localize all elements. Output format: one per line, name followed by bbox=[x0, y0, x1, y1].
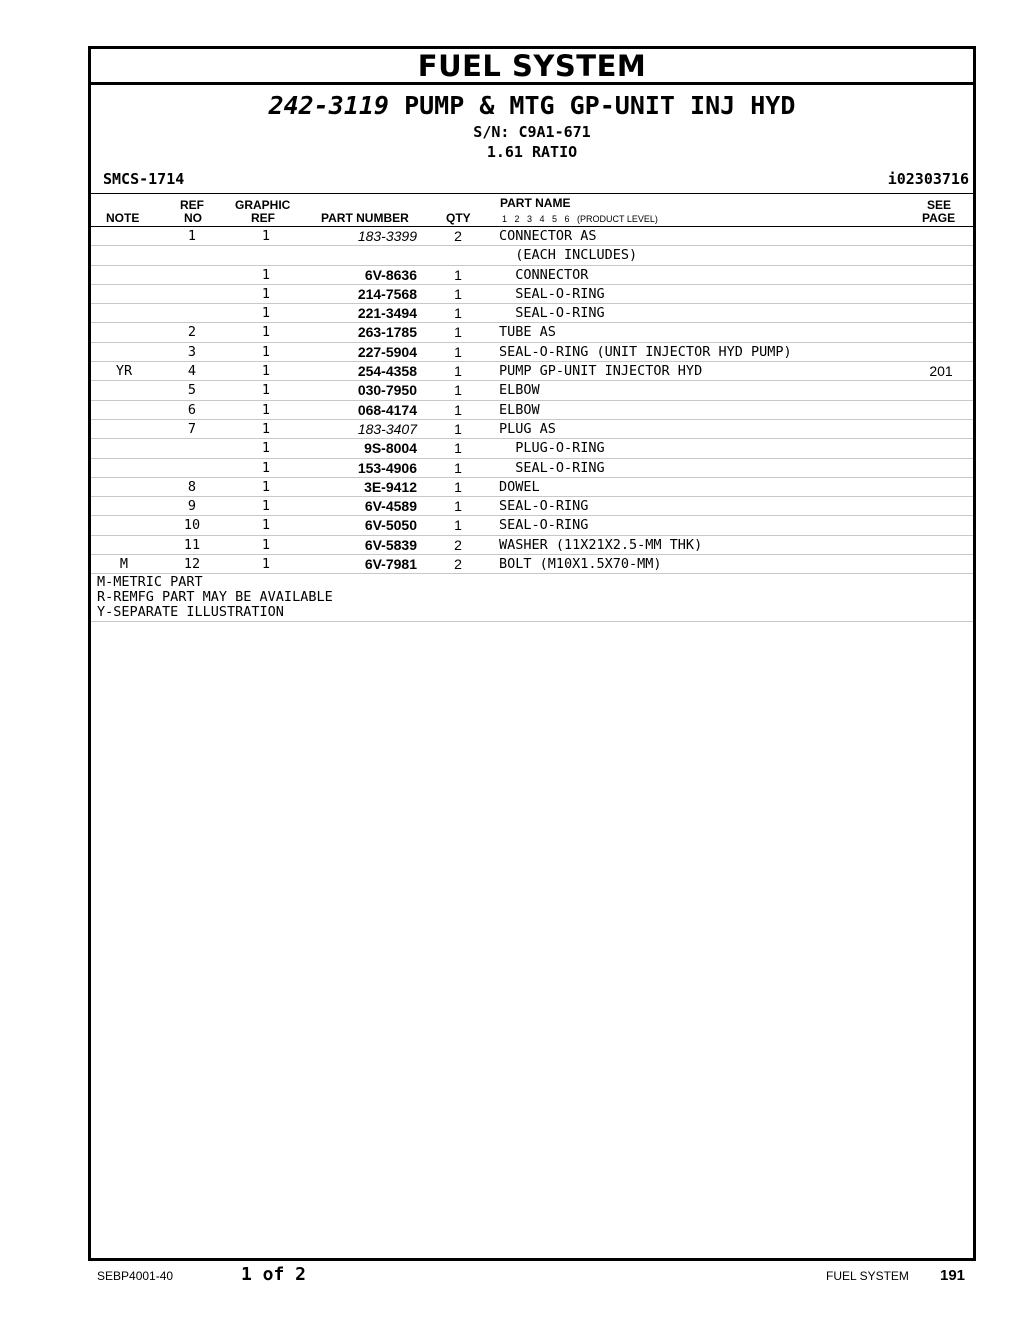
row-qty: 1 bbox=[454, 420, 462, 437]
table-row bbox=[91, 304, 973, 323]
col-see-line2: PAGE bbox=[922, 211, 956, 225]
row-ref-no: 2 bbox=[187, 324, 197, 341]
col-qty: QTY bbox=[446, 211, 471, 225]
row-note: M bbox=[119, 556, 129, 573]
row-part-name: WASHER (11X21X2.5-MM THK) bbox=[499, 536, 703, 553]
col-graphic-line2: REF bbox=[251, 211, 275, 225]
footer-doc-number: SEBP4001-40 bbox=[97, 1269, 174, 1283]
col-ref-line2: NO bbox=[184, 211, 202, 225]
row-part-number: 9S-8004 bbox=[364, 440, 417, 457]
table-row bbox=[91, 439, 973, 458]
row-graphic-ref: 1 bbox=[261, 401, 271, 418]
row-part-name: TUBE AS bbox=[499, 324, 556, 341]
col-part-number: PART NUMBER bbox=[321, 211, 409, 225]
table-row bbox=[91, 555, 973, 574]
row-part-name: ELBOW bbox=[499, 401, 540, 418]
row-part-name: SEAL-O-RING bbox=[499, 285, 605, 302]
row-part-name: PUMP GP-UNIT INJECTOR HYD bbox=[499, 363, 703, 380]
row-qty: 1 bbox=[454, 382, 462, 399]
footer-section: FUEL SYSTEM bbox=[826, 1269, 909, 1283]
section-title: FUEL SYSTEM bbox=[91, 49, 973, 85]
document-ident: i02303716 bbox=[887, 170, 969, 188]
row-ref-no: 8 bbox=[187, 478, 197, 495]
col-part-name: PART NAME bbox=[500, 196, 571, 210]
row-part-name: PLUG-O-RING bbox=[499, 440, 605, 457]
row-graphic-ref: 1 bbox=[261, 459, 271, 476]
row-part-name: ELBOW bbox=[499, 382, 540, 399]
table-row bbox=[91, 381, 973, 400]
table-row bbox=[91, 478, 973, 497]
row-graphic-ref: 1 bbox=[261, 536, 271, 553]
row-part-name: CONNECTOR bbox=[499, 266, 589, 283]
group-title bbox=[91, 91, 973, 121]
row-ref-no: 11 bbox=[183, 536, 201, 553]
row-part-number: 263-1785 bbox=[357, 324, 417, 341]
row-graphic-ref: 1 bbox=[261, 420, 271, 437]
row-part-number: 254-4358 bbox=[357, 363, 417, 380]
row-part-name: (EACH INCLUDES) bbox=[499, 247, 638, 264]
row-part-number: 030-7950 bbox=[357, 382, 417, 399]
table-row bbox=[91, 227, 973, 246]
legend-line: M-METRIC PART bbox=[97, 574, 203, 591]
row-part-number: 214-7568 bbox=[357, 285, 417, 302]
table-row bbox=[91, 362, 973, 381]
col-note: NOTE bbox=[106, 211, 140, 225]
row-qty: 1 bbox=[454, 440, 462, 457]
row-qty: 1 bbox=[454, 363, 462, 380]
row-part-number: 6V-5050 bbox=[364, 517, 417, 534]
row-graphic-ref: 1 bbox=[261, 498, 271, 515]
row-graphic-ref: 1 bbox=[261, 478, 271, 495]
row-qty: 1 bbox=[454, 266, 462, 283]
row-ref-no: 1 bbox=[187, 228, 197, 244]
row-part-name: SEAL-O-RING bbox=[499, 498, 589, 515]
table-row bbox=[91, 401, 973, 420]
notes-legend bbox=[91, 574, 973, 622]
row-graphic-ref: 1 bbox=[261, 324, 271, 341]
serial-number: S/N: C9A1-671 bbox=[473, 123, 591, 141]
row-qty: 1 bbox=[454, 517, 462, 534]
group-name: PUMP & MTG GP-UNIT INJ HYD bbox=[404, 91, 796, 120]
row-ref-no: 12 bbox=[183, 556, 201, 573]
legend-line: Y-SEPARATE ILLUSTRATION bbox=[97, 604, 284, 621]
row-graphic-ref: 1 bbox=[261, 517, 271, 534]
row-qty: 2 bbox=[454, 536, 462, 553]
row-part-name: BOLT (M10X1.5X70-MM) bbox=[499, 556, 662, 573]
table-row bbox=[91, 497, 973, 516]
row-part-number: 3E-9412 bbox=[364, 478, 417, 495]
row-graphic-ref: 1 bbox=[261, 285, 271, 302]
row-part-number: 153-4906 bbox=[357, 459, 417, 476]
row-part-number: 6V-4589 bbox=[364, 498, 417, 515]
row-graphic-ref: 1 bbox=[261, 382, 271, 399]
row-qty: 1 bbox=[454, 285, 462, 302]
col-see-line1: SEE bbox=[927, 198, 952, 212]
ratio: 1.61 RATIO bbox=[486, 143, 578, 161]
row-part-name: SEAL-O-RING (UNIT INJECTOR HYD PUMP) bbox=[499, 343, 792, 360]
row-qty: 1 bbox=[454, 305, 462, 322]
row-qty: 1 bbox=[454, 343, 462, 360]
table-row bbox=[91, 420, 973, 439]
legend-line: R-REMFG PART MAY BE AVAILABLE bbox=[97, 589, 333, 606]
row-qty: 1 bbox=[454, 498, 462, 515]
row-qty: 1 bbox=[454, 401, 462, 418]
footer-page-number: 191 bbox=[940, 1267, 966, 1284]
footer-page-of: 1 of 2 bbox=[241, 1264, 307, 1285]
parts-page-frame bbox=[88, 46, 976, 1261]
row-part-name: SEAL-O-RING bbox=[499, 305, 605, 322]
row-see-page: 201 bbox=[929, 363, 953, 380]
table-row bbox=[91, 459, 973, 478]
row-qty: 1 bbox=[454, 324, 462, 341]
row-qty: 2 bbox=[454, 228, 462, 244]
row-note: YR bbox=[115, 363, 133, 380]
row-part-number: 6V-7981 bbox=[364, 556, 417, 573]
row-ref-no: 5 bbox=[187, 382, 197, 399]
table-row bbox=[91, 285, 973, 304]
parts-table-body bbox=[91, 227, 973, 574]
row-part-name: SEAL-O-RING bbox=[499, 459, 605, 476]
row-part-name: PLUG AS bbox=[499, 420, 556, 437]
col-product-level: 1 2 3 4 5 6 (PRODUCT LEVEL) bbox=[502, 214, 658, 224]
row-qty: 2 bbox=[454, 556, 462, 573]
table-row bbox=[91, 343, 973, 362]
row-qty: 1 bbox=[454, 459, 462, 476]
table-row bbox=[91, 266, 973, 285]
row-graphic-ref: 1 bbox=[261, 440, 271, 457]
row-graphic-ref: 1 bbox=[261, 363, 271, 380]
row-part-number: 6V-5839 bbox=[364, 536, 417, 553]
row-part-number: 068-4174 bbox=[357, 401, 417, 418]
row-ref-no: 7 bbox=[187, 420, 197, 437]
row-part-name: CONNECTOR AS bbox=[499, 228, 597, 244]
row-ref-no: 3 bbox=[187, 343, 197, 360]
col-ref-line1: REF bbox=[180, 198, 204, 212]
smcs-code: SMCS-1714 bbox=[103, 170, 185, 188]
row-part-number: 6V-8636 bbox=[364, 266, 417, 283]
row-graphic-ref: 1 bbox=[261, 343, 271, 360]
table-row bbox=[91, 323, 973, 342]
row-part-number: 183-3407 bbox=[357, 420, 417, 437]
row-part-number: 183-3399 bbox=[357, 228, 417, 244]
group-header bbox=[91, 85, 973, 193]
row-graphic-ref: 1 bbox=[261, 556, 271, 573]
table-row bbox=[91, 246, 973, 265]
table-header bbox=[91, 193, 973, 227]
col-graphic-line1: GRAPHIC bbox=[235, 198, 291, 212]
row-part-number: 221-3494 bbox=[357, 305, 417, 322]
row-qty: 1 bbox=[454, 478, 462, 495]
row-part-name: DOWEL bbox=[499, 478, 540, 495]
table-row bbox=[91, 516, 973, 535]
row-ref-no: 4 bbox=[187, 363, 197, 380]
row-ref-no: 9 bbox=[187, 498, 197, 515]
table-row bbox=[91, 536, 973, 555]
row-graphic-ref: 1 bbox=[261, 228, 271, 244]
row-ref-no: 6 bbox=[187, 401, 197, 418]
row-graphic-ref: 1 bbox=[261, 266, 271, 283]
page-footer bbox=[0, 1264, 1020, 1290]
row-graphic-ref: 1 bbox=[261, 305, 271, 322]
row-part-name: SEAL-O-RING bbox=[499, 517, 589, 534]
row-part-number: 227-5904 bbox=[357, 343, 417, 360]
group-number: 242-3119 bbox=[268, 91, 389, 120]
row-ref-no: 10 bbox=[183, 517, 201, 534]
